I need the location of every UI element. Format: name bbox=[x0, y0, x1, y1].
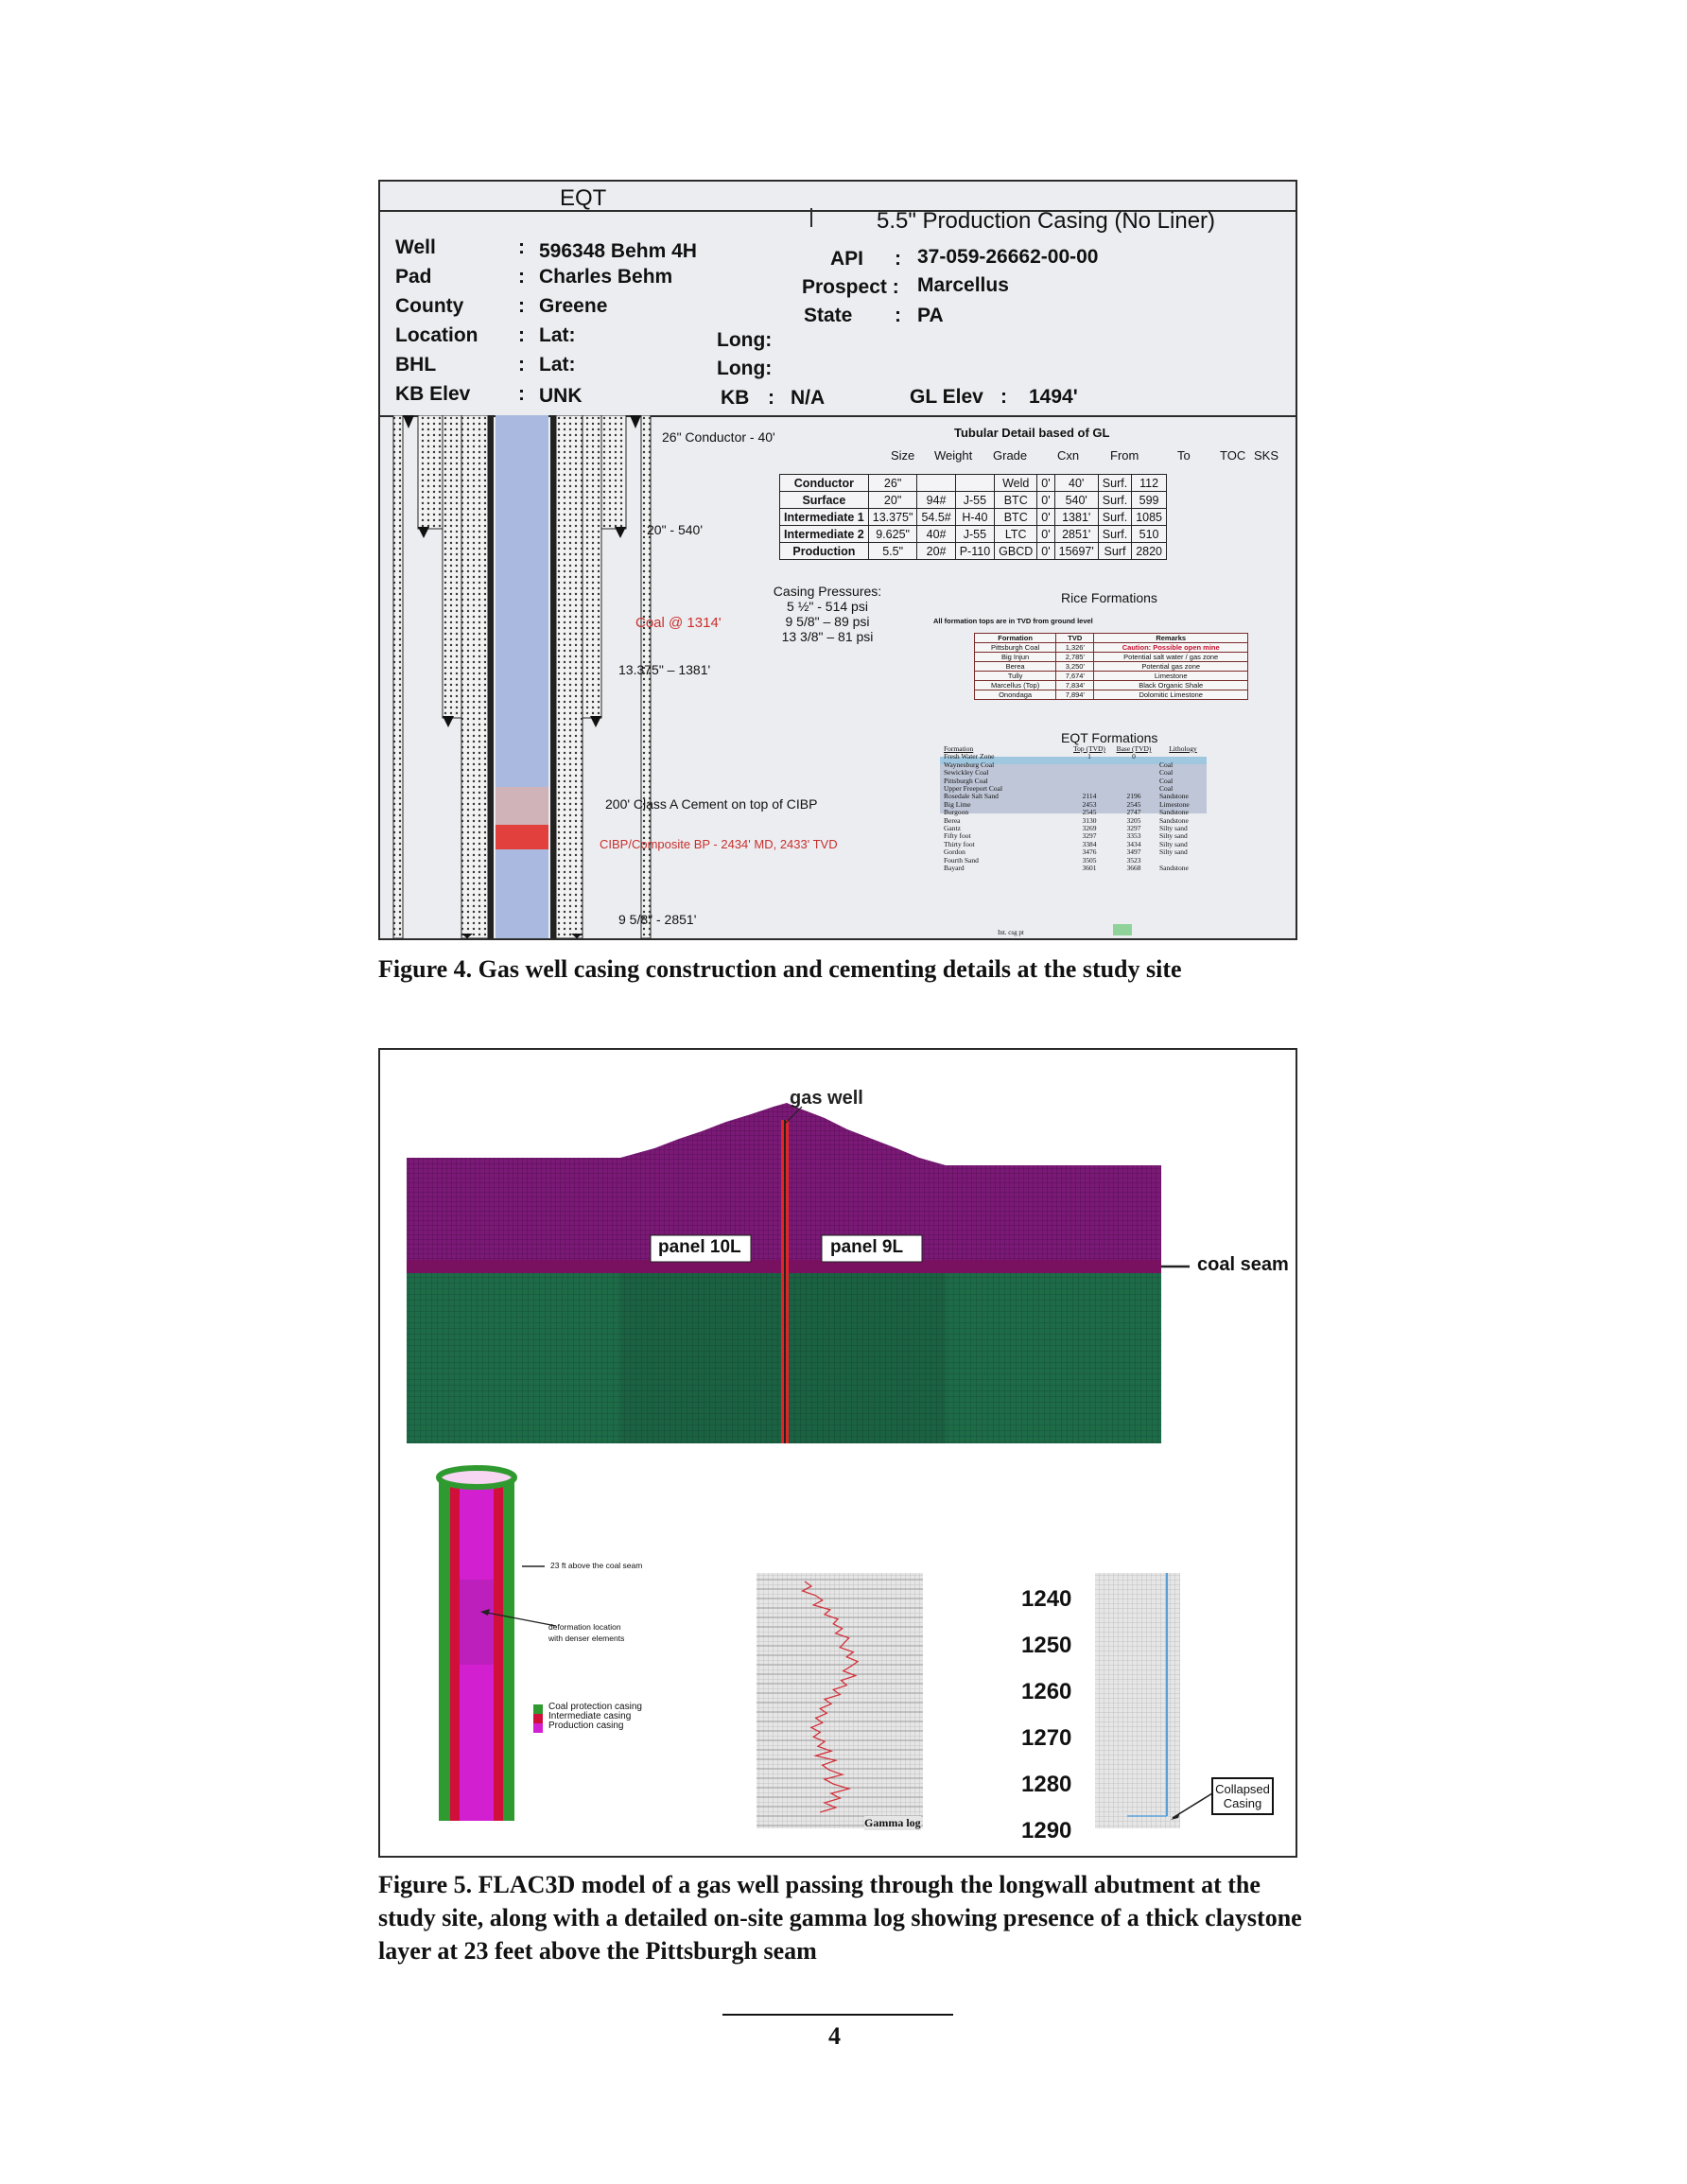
rice-cell: 7,894' bbox=[1056, 690, 1094, 700]
eqt-cell: Berea bbox=[944, 815, 961, 825]
tubular-cell: Surf. bbox=[1098, 492, 1131, 509]
header-colon: : bbox=[518, 236, 525, 258]
casing-legend bbox=[548, 1703, 642, 1731]
tubular-cell: 1085 bbox=[1132, 509, 1167, 526]
eqt-cell: Upper Freeport Coal bbox=[944, 784, 1003, 794]
eqt-cell: Big Lime bbox=[944, 799, 971, 809]
rice-cell: 3,250' bbox=[1056, 662, 1094, 672]
tubular-cell: 54.5# bbox=[917, 509, 955, 526]
tubular-cell: Surf. bbox=[1098, 526, 1131, 543]
tubular-cell: 1381' bbox=[1054, 509, 1098, 526]
eqt-cell: 3505 bbox=[1082, 855, 1097, 865]
eqt-cell: 3601 bbox=[1082, 864, 1097, 873]
gas-well-core bbox=[784, 1120, 786, 1443]
casing-wall-left bbox=[488, 415, 494, 938]
prospect-value: Marcellus bbox=[917, 274, 1009, 296]
tubular-cell: 15697' bbox=[1054, 543, 1098, 560]
eqt-cell: Silty sand bbox=[1159, 824, 1188, 833]
kb-colon: : bbox=[768, 387, 774, 409]
tubular-row bbox=[780, 509, 1167, 526]
eqt-cell: Waynesburg Coal bbox=[944, 760, 995, 769]
label-coal: Coal @ 1314' bbox=[635, 615, 722, 631]
panel-10l-label: panel 10L bbox=[658, 1237, 741, 1257]
header-label: KB Elev bbox=[395, 383, 471, 405]
pressure-line: 9 5/8" – 89 psi bbox=[785, 614, 870, 629]
tubular-cell: 40# bbox=[917, 526, 955, 543]
tubular-row-name: Surface bbox=[780, 492, 869, 509]
tubular-cell: 510 bbox=[1132, 526, 1167, 543]
tubular-cell: 540' bbox=[1054, 492, 1098, 509]
deformation-zone bbox=[460, 1580, 494, 1665]
rice-header: Formation bbox=[975, 634, 1056, 643]
eqt-cell bbox=[1069, 778, 1110, 785]
eqt-cell: 2545 bbox=[1082, 808, 1097, 817]
gl-colon: : bbox=[1000, 386, 1007, 408]
figure-5-caption: Figure 5. FLAC3D model of a gas well passing through the longwall abutment at the study site, along with a detailed on-site gamma log showing presence of a thick claystone layer at 23 feet above the Pittsburgh seam bbox=[378, 1871, 1302, 1965]
eqt-cell: 3353 bbox=[1126, 831, 1141, 841]
gas-well-label: gas well bbox=[790, 1088, 863, 1109]
eqt-cell: Silty sand bbox=[1159, 847, 1188, 857]
rice-cell: Marcellus (Top) bbox=[975, 681, 1056, 690]
figure-4-photo bbox=[378, 180, 1297, 940]
header-label: County bbox=[395, 295, 464, 317]
kb-value: N/A bbox=[791, 387, 826, 409]
figure-4-caption: Figure 4. Gas well casing construction and cementing details at the study site bbox=[378, 955, 1182, 983]
tubular-cell: GBCD bbox=[995, 543, 1037, 560]
eqt-cell: Fourth Sand bbox=[944, 855, 979, 865]
rice-cell: 7,674' bbox=[1056, 672, 1094, 681]
depth-tick: 1260 bbox=[1021, 1679, 1072, 1704]
depth-tick: 1250 bbox=[1021, 1633, 1072, 1658]
eqt-cell: 2545 bbox=[1126, 799, 1141, 809]
header-v-divider bbox=[810, 208, 812, 227]
api-colon: : bbox=[895, 248, 901, 270]
tubular-row bbox=[780, 492, 1167, 509]
state-value: PA bbox=[917, 305, 944, 326]
tubular-cell: 94# bbox=[917, 492, 955, 509]
eqt-cell: Sandstone bbox=[1159, 864, 1189, 873]
tubular-cell: 13.375" bbox=[868, 509, 917, 526]
eqt-cell: 1 bbox=[1087, 752, 1091, 761]
header-value: Greene bbox=[539, 295, 608, 317]
eqt-cell: 3205 bbox=[1126, 815, 1141, 825]
kb-label: KB bbox=[721, 387, 750, 409]
gamma-log-label: Gamma log bbox=[864, 1816, 921, 1829]
rice-row bbox=[975, 643, 1248, 653]
header-value: UNK bbox=[539, 385, 583, 407]
long-label: Long: bbox=[717, 329, 773, 351]
tubular-title: Tubular Detail based of GL bbox=[954, 426, 1110, 440]
tub-head: Cxn bbox=[1057, 448, 1080, 463]
pressures-title: Casing Pressures: bbox=[773, 584, 882, 599]
eqt-cell: 2453 bbox=[1082, 799, 1097, 809]
eqt-cell: Pittsburgh Coal bbox=[944, 776, 988, 785]
header-label: Location bbox=[395, 324, 478, 346]
inner-cement-right bbox=[556, 415, 583, 938]
deformation-note-line: deformation location bbox=[548, 1622, 621, 1632]
label-cement: 200' Class A Cement on top of CIBP bbox=[605, 796, 818, 812]
depth-tick: 1290 bbox=[1021, 1818, 1072, 1843]
eqt-cell: 3130 bbox=[1082, 815, 1097, 825]
header-colon: : bbox=[518, 266, 525, 288]
pressure-line: 13 3/8" – 81 psi bbox=[781, 629, 874, 644]
eqt-cell: Silty sand bbox=[1159, 831, 1188, 841]
tubular-cell: H-40 bbox=[955, 509, 994, 526]
tub-head: TOC bbox=[1220, 448, 1246, 463]
header-value: Charles Behm bbox=[539, 266, 673, 288]
collapsed-casing-label bbox=[1214, 1782, 1271, 1810]
state-label: State bbox=[804, 305, 853, 326]
deformation-note bbox=[548, 1621, 624, 1644]
tubular-cell: J-55 bbox=[955, 526, 994, 543]
eqt-cell: Gantz bbox=[944, 824, 961, 833]
tubular-cell: 20" bbox=[868, 492, 917, 509]
header-label: BHL bbox=[395, 354, 437, 376]
header-colon: : bbox=[518, 324, 525, 346]
tubular-cell: 9.625" bbox=[868, 526, 917, 543]
rice-cell: Onondaga bbox=[975, 690, 1056, 700]
tubular-cell: BTC bbox=[995, 509, 1037, 526]
tubular-cell: 20# bbox=[917, 543, 955, 560]
eqt-cell: Limestone bbox=[1159, 799, 1190, 809]
label-bottom: 9 5/8" - 2851' bbox=[618, 912, 697, 927]
tubular-cell: Surf. bbox=[1098, 475, 1131, 492]
collapsed-line: Collapsed bbox=[1215, 1782, 1270, 1796]
eqt-cell: 3269 bbox=[1082, 824, 1097, 833]
header-colon: : bbox=[518, 295, 525, 317]
gl-value: 1494' bbox=[1029, 386, 1078, 408]
panel-9l-label: panel 9L bbox=[830, 1237, 904, 1257]
rice-table bbox=[974, 633, 1248, 700]
rice-note: All formation tops are in TVD from ground level bbox=[933, 617, 1093, 625]
eqt-row bbox=[942, 848, 1209, 856]
rice-row bbox=[975, 690, 1248, 700]
tubular-cell: P-110 bbox=[955, 543, 994, 560]
footer-rule bbox=[722, 2014, 953, 2016]
tubular-row-name: Conductor bbox=[780, 475, 869, 492]
figure-5 bbox=[378, 1048, 1297, 1858]
eqt-header: Base (TVD) bbox=[1116, 744, 1152, 753]
api-label: API bbox=[830, 248, 864, 270]
label-cibp: CIBP/Composite BP - 2434' MD, 2433' TVD bbox=[600, 837, 838, 851]
tubular-cell: 599 bbox=[1132, 492, 1167, 509]
tubular-cell: 5.5" bbox=[868, 543, 917, 560]
eqt-header: Formation bbox=[944, 744, 974, 753]
tubular-cell bbox=[955, 475, 994, 492]
eqt-cell bbox=[1110, 761, 1157, 769]
tubular-row-name: Intermediate 1 bbox=[780, 509, 869, 526]
tubular-cell: 0' bbox=[1037, 543, 1054, 560]
eqt-header: Lithology bbox=[1169, 744, 1197, 753]
eqt-cell: 2114 bbox=[1082, 792, 1097, 801]
eqt-cell: Coal bbox=[1159, 760, 1174, 769]
tubular-row-name: Intermediate 2 bbox=[780, 526, 869, 543]
tub-head: SKS bbox=[1254, 448, 1279, 463]
eqt-cell: Sandstone bbox=[1159, 808, 1189, 817]
rice-title: Rice Formations bbox=[1061, 590, 1157, 605]
eqt-title: EQT Formations bbox=[1061, 730, 1158, 745]
state-colon: : bbox=[895, 305, 901, 326]
eqt-cell: Coal bbox=[1159, 768, 1174, 778]
eqt-cell: Coal bbox=[1159, 776, 1174, 785]
header-label: Pad bbox=[395, 266, 432, 288]
pressure-line: 5 ½" - 514 psi bbox=[787, 599, 868, 614]
rice-cell: Potential salt water / gas zone bbox=[1094, 653, 1248, 662]
eqt-cell: Fifty foot bbox=[944, 831, 971, 841]
eqt-cell: 3497 bbox=[1126, 847, 1141, 857]
casing-title: 5.5" Production Casing (No Liner) bbox=[877, 208, 1216, 234]
tubular-cell: 2820 bbox=[1132, 543, 1167, 560]
legend-coal-protection: Coal protection casing bbox=[548, 1702, 642, 1712]
tubular-cell: LTC bbox=[995, 526, 1037, 543]
eqt-row bbox=[942, 865, 1209, 872]
rice-row bbox=[975, 653, 1248, 662]
eqt-cell: 2196 bbox=[1126, 792, 1141, 801]
rice-cell: 7,834' bbox=[1056, 681, 1094, 690]
prospect-label: Prospect : bbox=[802, 276, 899, 298]
rice-cell: Limestone bbox=[1094, 672, 1248, 681]
company-name: EQT bbox=[560, 185, 607, 211]
header-colon: : bbox=[518, 354, 525, 376]
tubular-cell: BTC bbox=[995, 492, 1037, 509]
label-conductor: 26" Conductor - 40' bbox=[662, 429, 775, 445]
gl-label: GL Elev bbox=[910, 386, 983, 408]
rice-cell: Black Organic Shale bbox=[1094, 681, 1248, 690]
eqt-cell: 3297 bbox=[1082, 831, 1097, 841]
rice-cell: Caution: Possible open mine bbox=[1094, 643, 1248, 653]
eqt-cell: 3434 bbox=[1126, 839, 1141, 848]
eqt-table bbox=[942, 745, 1209, 873]
eqt-cell: Fresh Water Zone bbox=[944, 752, 995, 761]
casing-wall-right bbox=[550, 415, 556, 938]
production-tubing bbox=[496, 415, 548, 938]
tubular-row bbox=[780, 475, 1167, 492]
tubular-cell: 2851' bbox=[1054, 526, 1098, 543]
collapsed-line: Casing bbox=[1223, 1796, 1262, 1810]
eqt-cell: Silty sand bbox=[1159, 839, 1188, 848]
eqt-cell: Thirty foot bbox=[944, 839, 975, 848]
tub-head: Grade bbox=[993, 448, 1028, 463]
rice-header: TVD bbox=[1056, 634, 1094, 643]
cibp-plug bbox=[496, 825, 548, 849]
tubular-cell: J-55 bbox=[955, 492, 994, 509]
eqt-cell bbox=[1110, 778, 1157, 785]
rice-cell: Big Injun bbox=[975, 653, 1056, 662]
tub-head: Weight bbox=[934, 448, 973, 463]
flac3d-model bbox=[380, 1050, 1296, 1856]
eqt-header: Top (TVD) bbox=[1073, 744, 1105, 753]
header-label: Well bbox=[395, 236, 436, 258]
eqt-cell: Sandstone bbox=[1159, 792, 1189, 801]
coal-seam-label: coal seam bbox=[1197, 1254, 1289, 1275]
eqt-cell bbox=[1069, 761, 1110, 769]
rice-header: Remarks bbox=[1094, 634, 1248, 643]
depth-tick: 1280 bbox=[1021, 1772, 1072, 1797]
api-value: 37-059-26662-00-00 bbox=[917, 246, 1099, 268]
header-value: Lat: bbox=[539, 324, 576, 346]
label-surface: 20" - 540' bbox=[647, 522, 704, 537]
inner-cement-left bbox=[461, 415, 488, 938]
depth-tick: 1270 bbox=[1021, 1725, 1072, 1751]
tubular-cell: Weld bbox=[995, 475, 1037, 492]
tubular-row bbox=[780, 543, 1167, 560]
eqt-green-cell bbox=[1113, 924, 1132, 935]
rice-cell: 2,785' bbox=[1056, 653, 1094, 662]
outer-cement-left bbox=[393, 415, 403, 938]
eqt-cell bbox=[1069, 769, 1110, 777]
tubular-cell: 0' bbox=[1037, 475, 1054, 492]
rice-cell: Berea bbox=[975, 662, 1056, 672]
header-value: Lat: bbox=[539, 354, 576, 376]
tubular-cell: 0' bbox=[1037, 492, 1054, 509]
gamma-log-grid bbox=[757, 1573, 923, 1828]
eqt-cell bbox=[1110, 769, 1157, 777]
page-number: 4 bbox=[828, 2022, 841, 2050]
rice-cell: 1,326' bbox=[1056, 643, 1094, 653]
eqt-footer: Int. csg pt bbox=[998, 929, 1024, 936]
eqt-cell: Bayard bbox=[944, 864, 965, 873]
deformation-note-line: with denser elements bbox=[548, 1634, 625, 1643]
tubular-cell: Surf. bbox=[1098, 509, 1131, 526]
legend-production: Production casing bbox=[548, 1721, 624, 1731]
tub-head: To bbox=[1177, 448, 1191, 463]
depth-tick: 1240 bbox=[1021, 1586, 1072, 1612]
rice-cell: Pittsburgh Coal bbox=[975, 643, 1056, 653]
tub-head: Size bbox=[891, 448, 915, 463]
tubular-table bbox=[779, 474, 1167, 560]
header-value: 596348 Behm 4H bbox=[539, 240, 697, 262]
eqt-cell: Coal bbox=[1159, 784, 1174, 794]
tubular-cell: Surf bbox=[1098, 543, 1131, 560]
tubular-row-name: Production bbox=[780, 543, 869, 560]
casing-note: 23 ft above the coal seam bbox=[550, 1561, 643, 1570]
eqt-cell: 0 bbox=[1132, 752, 1136, 761]
eqt-cell: 3668 bbox=[1126, 864, 1141, 873]
rice-cell: Dolomitic Limestone bbox=[1094, 690, 1248, 700]
legend-intermediate: Intermediate casing bbox=[548, 1711, 632, 1721]
rice-cell: Tully bbox=[975, 672, 1056, 681]
rice-header-row bbox=[975, 634, 1248, 643]
rice-cell: Potential gas zone bbox=[1094, 662, 1248, 672]
wellbore-diagram bbox=[380, 415, 654, 938]
eqt-cell: 3384 bbox=[1082, 839, 1097, 848]
rice-row bbox=[975, 662, 1248, 672]
rice-row bbox=[975, 672, 1248, 681]
casing-pressures bbox=[766, 584, 889, 644]
rice-row bbox=[975, 681, 1248, 690]
header-colon: : bbox=[518, 383, 525, 405]
tubular-cell: 26" bbox=[868, 475, 917, 492]
tubular-cell: 0' bbox=[1037, 509, 1054, 526]
eqt-cell: 3297 bbox=[1126, 824, 1141, 833]
tub-head: From bbox=[1110, 448, 1139, 463]
tubular-cell: 40' bbox=[1054, 475, 1098, 492]
eqt-cell: 3523 bbox=[1126, 855, 1141, 865]
tubular-row bbox=[780, 526, 1167, 543]
eqt-cell: Sewickley Coal bbox=[944, 768, 989, 778]
eqt-cell: 2747 bbox=[1126, 808, 1141, 817]
cement-plug bbox=[496, 787, 548, 825]
long-label: Long: bbox=[717, 358, 773, 379]
eqt-cell: Rosedale Salt Sand bbox=[944, 792, 999, 801]
eqt-cell: Burgoon bbox=[944, 808, 969, 817]
eqt-cell: Sandstone bbox=[1159, 815, 1189, 825]
tubular-cell: 0' bbox=[1037, 526, 1054, 543]
eqt-cell: 3476 bbox=[1082, 847, 1097, 857]
eqt-cell: Gordon bbox=[944, 847, 965, 857]
label-intermediate: 13.375" – 1381' bbox=[618, 662, 711, 677]
tubular-cell: 112 bbox=[1132, 475, 1167, 492]
tubular-cell bbox=[917, 475, 955, 492]
